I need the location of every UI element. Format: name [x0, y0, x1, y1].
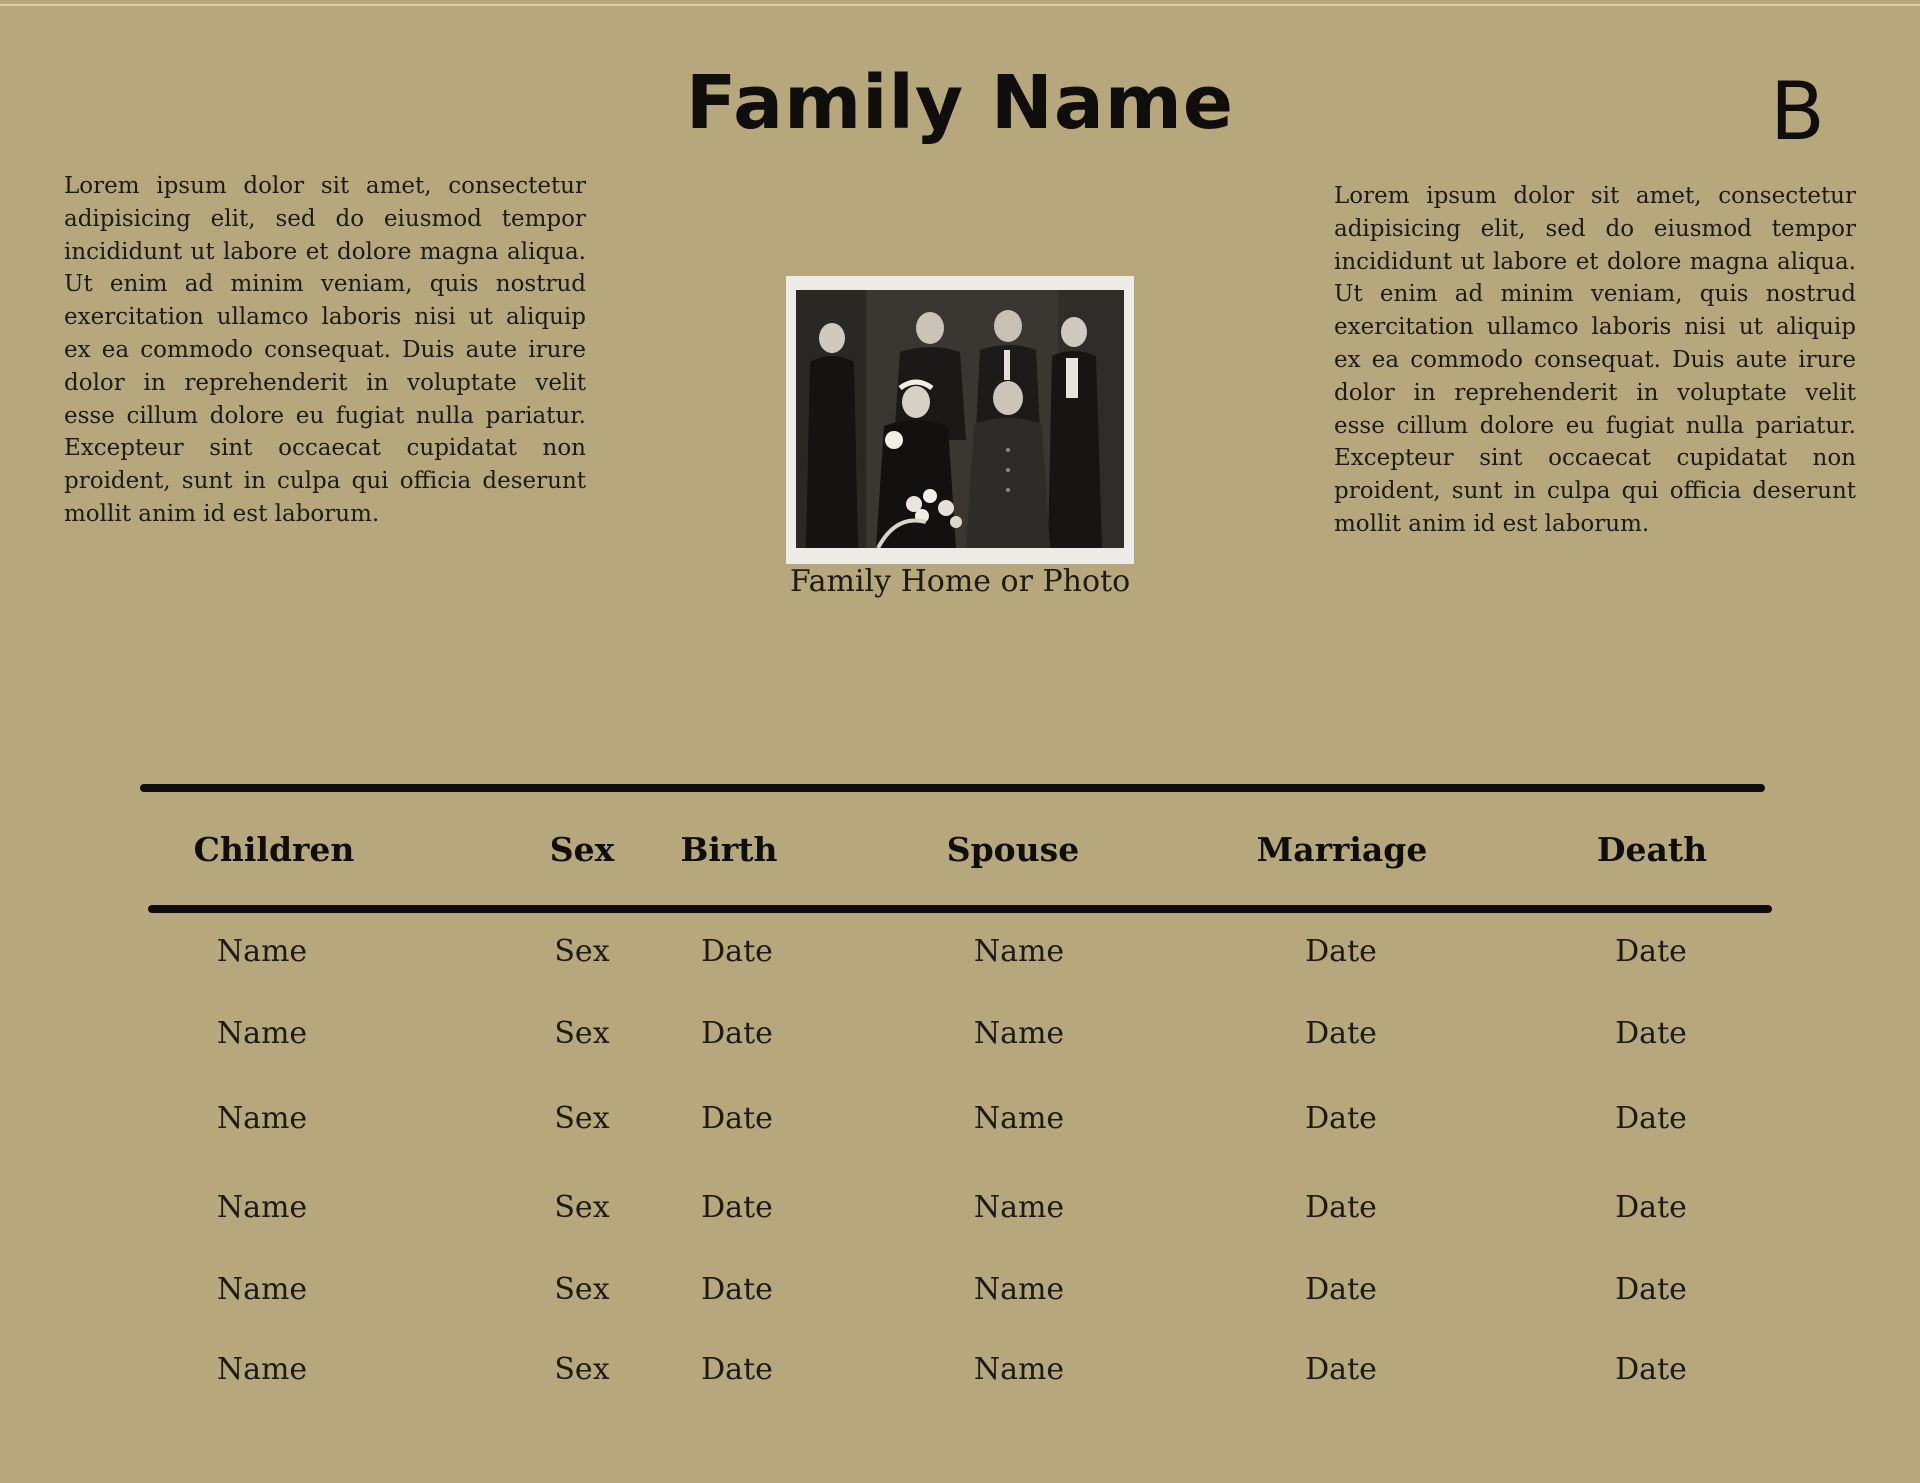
cell-child-name: Name — [216, 1272, 308, 1307]
cell-sex: Sex — [554, 1190, 610, 1225]
page-title: Family Name — [685, 60, 1235, 146]
cell-spouse-name: Name — [973, 1101, 1065, 1136]
column-header-birth: Birth — [680, 830, 778, 869]
column-header-death: Death — [1596, 830, 1708, 869]
cell-child-name: Name — [216, 1190, 308, 1225]
cell-death-date: Date — [1615, 1352, 1687, 1387]
cell-spouse-name: Name — [973, 1272, 1065, 1307]
cell-birth-date: Date — [701, 1190, 773, 1225]
cell-sex: Sex — [554, 934, 610, 969]
cell-marriage-date: Date — [1305, 934, 1377, 969]
cell-birth-date: Date — [701, 1272, 773, 1307]
cell-spouse-name: Name — [973, 1352, 1065, 1387]
cell-birth-date: Date — [701, 1016, 773, 1051]
table-header-rule — [148, 905, 1772, 913]
cell-marriage-date: Date — [1305, 1272, 1377, 1307]
page-letter: B — [1770, 65, 1825, 158]
cell-death-date: Date — [1615, 1272, 1687, 1307]
cell-marriage-date: Date — [1305, 1352, 1377, 1387]
cell-child-name: Name — [216, 1101, 308, 1136]
family-photo-illustration — [796, 290, 1124, 548]
cell-death-date: Date — [1615, 1190, 1687, 1225]
cell-spouse-name: Name — [973, 934, 1065, 969]
cell-birth-date: Date — [701, 1101, 773, 1136]
cell-death-date: Date — [1615, 1016, 1687, 1051]
cell-spouse-name: Name — [973, 1016, 1065, 1051]
cell-marriage-date: Date — [1305, 1016, 1377, 1051]
cell-sex: Sex — [554, 1016, 610, 1051]
intro-paragraph-left: Lorem ipsum dolor sit amet, consectetur adipisicing elit, sed do eiusmod tempor incididunt ut labore et dolore magna aliqua. Ut enim ad minim veniam, quis nostrud exercitation ullamco laboris nisi ut aliquip ex ea commodo consequat. Duis aute irure dolor in reprehenderit in voluptate velit esse cillum dolore eu fugiat nulla pariatur. Excepteur sint occaecat cupidatat non proident, sunt in culpa qui officia deserunt mollit anim id est laborum. — [64, 173, 586, 527]
cell-sex: Sex — [554, 1352, 610, 1387]
cell-death-date: Date — [1615, 1101, 1687, 1136]
cell-death-date: Date — [1615, 934, 1687, 969]
cell-child-name: Name — [216, 1016, 308, 1051]
column-header-sex: Sex — [549, 830, 615, 869]
family-photo-image — [796, 290, 1124, 548]
column-header-children: Children — [193, 830, 355, 869]
column-header-marriage: Marriage — [1256, 830, 1428, 869]
table-top-rule — [140, 784, 1765, 792]
cell-sex: Sex — [554, 1272, 610, 1307]
column-header-spouse: Spouse — [946, 830, 1080, 869]
cell-sex: Sex — [554, 1101, 610, 1136]
family-photo — [786, 276, 1134, 564]
photo-caption: Family Home or Photo — [789, 564, 1131, 599]
cell-child-name: Name — [216, 1352, 308, 1387]
intro-paragraph-right: Lorem ipsum dolor sit amet, consectetur adipisicing elit, sed do eiusmod tempor incididunt ut labore et dolore magna aliqua. Ut enim ad minim veniam, quis nostrud exercitation ullamco laboris nisi ut aliquip ex ea commodo consequat. Duis aute irure dolor in reprehenderit in voluptate velit esse cillum dolore eu fugiat nulla pariatur. Excepteur sint occaecat cupidatat non proident, sunt in culpa qui officia deserunt mollit anim id est laborum. — [1334, 183, 1856, 537]
cell-marriage-date: Date — [1305, 1101, 1377, 1136]
cell-spouse-name: Name — [973, 1190, 1065, 1225]
cell-child-name: Name — [216, 934, 308, 969]
cell-birth-date: Date — [701, 1352, 773, 1387]
cell-marriage-date: Date — [1305, 1190, 1377, 1225]
cell-birth-date: Date — [701, 934, 773, 969]
top-border-line — [0, 4, 1920, 6]
